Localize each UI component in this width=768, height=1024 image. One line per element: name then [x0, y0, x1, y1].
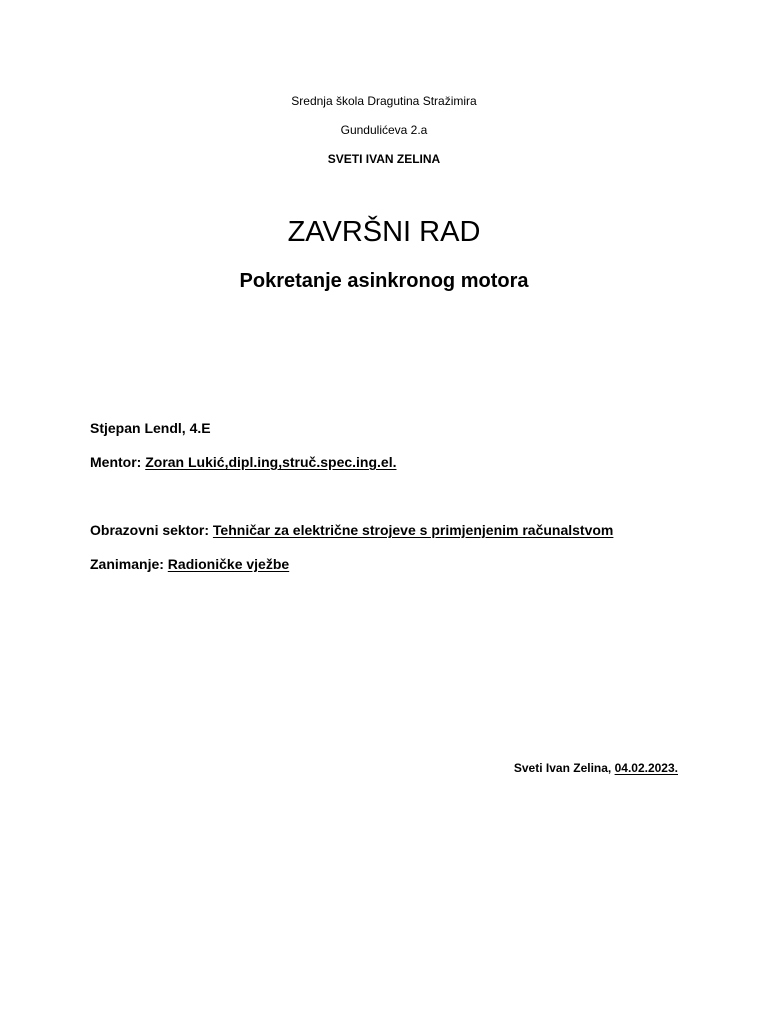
occupation-label: Zanimanje:: [90, 556, 168, 572]
mentor-label: Mentor:: [90, 454, 146, 470]
mentor-line: [90, 454, 396, 470]
date-value: 04.02.2023.: [614, 761, 678, 775]
student-line: [90, 420, 211, 436]
mentor-value: Zoran Lukić,dipl.ing,struč.spec.ing.el.: [145, 454, 397, 470]
school-name: Srednja škola Dragutina Stražimira: [291, 94, 477, 108]
document-subtitle: Pokretanje asinkronog motora: [239, 270, 529, 292]
document-title: ZAVRŠNI RAD: [287, 216, 481, 248]
occupation-line: [90, 556, 289, 572]
school-city: SVETI IVAN ZELINA: [327, 152, 441, 166]
school-address: Gundulićeva 2.a: [340, 123, 428, 137]
sector-line: [90, 522, 613, 538]
place-date-line: [514, 761, 678, 775]
sector-label: Obrazovni sektor:: [90, 522, 213, 538]
student-name: Stjepan Lendl, 4.E: [90, 420, 211, 436]
occupation-value: Radioničke vježbe: [167, 556, 290, 572]
place-label: Sveti Ivan Zelina,: [513, 761, 615, 775]
sector-value: Tehničar za električne strojeve s primjenjenim računalstvom: [212, 522, 614, 538]
